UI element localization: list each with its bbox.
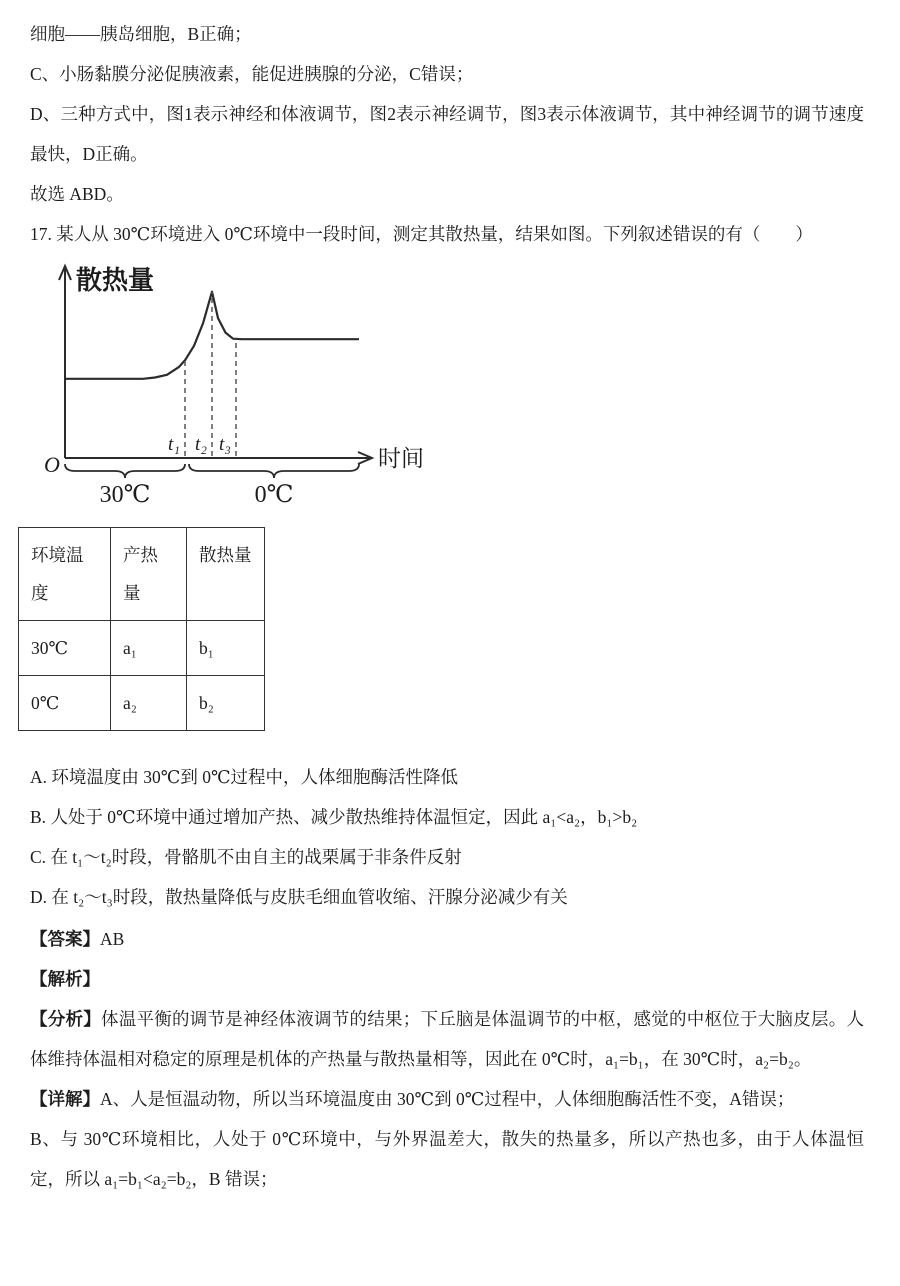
table-header-cell: 产热量: [111, 528, 187, 621]
line-chart: [30, 258, 476, 510]
time-marks: [168, 292, 236, 456]
option-list: [30, 757, 864, 917]
phase-brace: [65, 464, 185, 478]
temperature-heat-table: [18, 527, 265, 731]
phase-brace: [189, 464, 359, 478]
answer-tag: 【答案】: [30, 929, 100, 949]
phase-label: 0℃: [254, 482, 294, 508]
solution-text-line: C、小肠黏膜分泌促胰液素，能促进胰腺的分泌，C错误；: [30, 64, 474, 84]
answer-value: AB: [100, 929, 125, 949]
option-label: C.: [30, 847, 47, 867]
phase-braces: [65, 464, 359, 508]
solution-text-line: 细胞——胰岛细胞，B正确；: [30, 24, 252, 44]
fenxi-tag: 【分析】: [30, 1009, 101, 1029]
solution-conclusion: 故选 ABD。: [30, 184, 124, 204]
table-header-cell: 散热量: [187, 528, 265, 621]
xiangjie-text-b: B、与 30℃环境相比，人处于 0℃环境中，与外界温差大，散失的热量多，所以产热也多，由于人体温恒定，所以 a₁=b₁<a₂=b₂，B 错误；: [30, 1129, 864, 1189]
x-axis-label: 时间: [378, 446, 424, 471]
option-text: 在 t₁～t₂时段，骨骼肌不由自主的战栗属于非条件反射: [50, 847, 462, 867]
option-label: D.: [30, 887, 48, 907]
xiangjie-tag: 【详解】: [30, 1089, 100, 1109]
option-a: [30, 757, 864, 797]
time-mark-label: t₁: [168, 434, 180, 455]
option-b: [30, 797, 864, 837]
table-cell: 30℃: [19, 621, 111, 676]
heat-dissipation-figure: [30, 258, 864, 515]
table-row: [19, 621, 265, 676]
xiangjie-text-a: A、人是恒温动物，所以当环境温度由 30℃到 0℃过程中，人体细胞酶活性不变，A错误；: [100, 1089, 795, 1109]
question-stem: 17. 某人从 30℃环境进入 0℃环境中一段时间，测定其散热量，结果如图。下列叙述错误的有（ ）: [30, 224, 813, 244]
xiangjie-line-b: [30, 1119, 864, 1199]
fenxi-text: 体温平衡的调节是神经体液调节的结果；下丘脑是体温调节的中枢，感觉的中枢位于大脑皮层。人体维持体温相对稳定的原理是机体的产热量与散热量相等，因此在 0℃时，a₁=b₁，在 30℃时，a₂=b₂。: [30, 1009, 864, 1069]
phase-label: 30℃: [99, 482, 151, 508]
option-d: [30, 877, 864, 917]
table-cell: a₁: [111, 621, 187, 676]
table-row: [19, 676, 265, 731]
option-text: 人处于 0℃环境中通过增加产热、减少散热维持体温恒定，因此 a₁<a₂，b₁>b₂: [50, 807, 638, 827]
answer-section: [30, 919, 864, 1199]
table-cell: b₁: [187, 621, 265, 676]
option-label: B.: [30, 807, 47, 827]
table-cell: a₂: [111, 676, 187, 731]
table-header-cell: 环境温度: [19, 528, 111, 621]
time-mark-label: t₂: [195, 434, 207, 455]
jiexi-tag: 【解析】: [30, 969, 100, 989]
solution-text-line: D、三种方式中，图1表示神经和体液调节，图2表示神经调节，图3表示体液调节，其中神经调节的调节速度最快，D正确。: [30, 104, 864, 164]
table-cell: b₂: [187, 676, 265, 731]
table-header-row: [19, 528, 265, 621]
option-text: 环境温度由 30℃到 0℃过程中，人体细胞酶活性降低: [51, 767, 459, 787]
y-axis-label: 散热量: [76, 266, 155, 295]
table-cell: 0℃: [19, 676, 111, 731]
option-c: [30, 837, 864, 877]
fenxi-line: [30, 999, 864, 1079]
xiangjie-line-a: [30, 1079, 864, 1119]
answer-line: [30, 919, 864, 959]
jiexi-line: [30, 959, 864, 999]
option-text: 在 t₂～t₃时段，散热量降低与皮肤毛细血管收缩、汗腺分泌减少有关: [51, 887, 568, 907]
option-label: A.: [30, 767, 48, 787]
time-mark-label: t₃: [219, 434, 231, 455]
origin-label: O: [44, 452, 60, 477]
